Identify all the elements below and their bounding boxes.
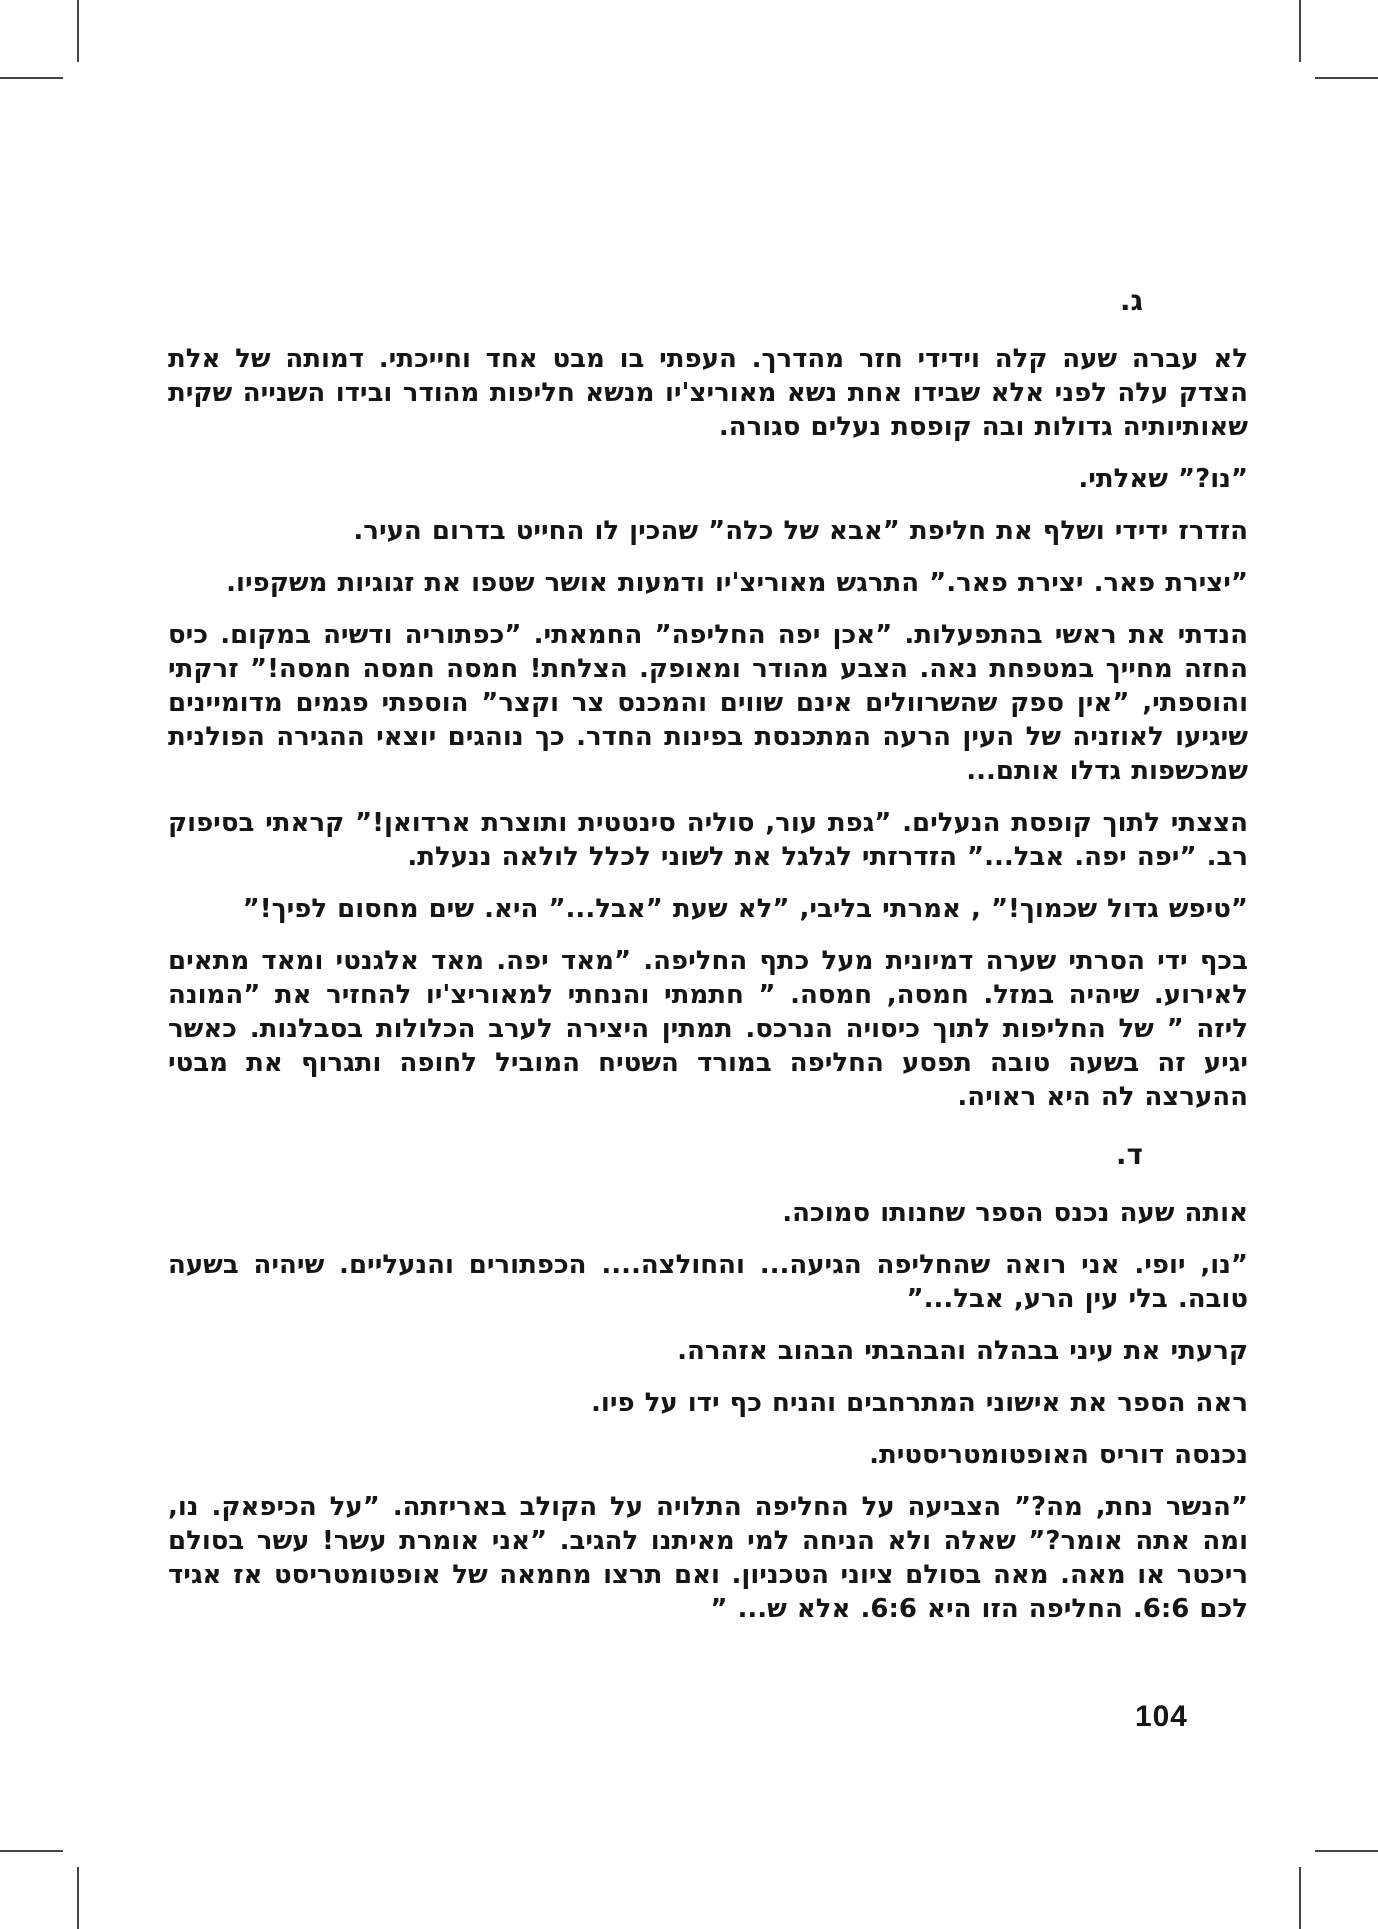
paragraph: נכנסה דוריס האופטומטריסטית. (869, 1440, 1248, 1470)
paragraph: קרעתי את עיני בבהלה והבהבתי הבהוב אזהרה. (677, 1336, 1248, 1366)
crop-mark-top-left-horizontal (0, 77, 63, 79)
crop-mark-bottom-left-vertical (77, 1867, 79, 1929)
page-number: 104 (1134, 1700, 1188, 1733)
paragraph: ראה הספר את אישוני המתרחבים והניח כף ידו על פיו. (591, 1388, 1248, 1418)
crop-mark-top-left-vertical (77, 0, 79, 62)
paragraph: לא עברה שעה קלה וידידי חזר מהדרך. העפתי בו מבט אחד וחייכתי. דמותה של אלת הצדק עלה לפני אלא שבידו אחת נשא מאוריצ'יו מנשא חליפות מהודר ובידו השנייה שקית שאותיותיה גדולות ובה קופסת נעלים סגורה. (168, 344, 1248, 442)
paragraph: הזדרז ידידי ושלף את חליפת ”אבא של כלה” שהכין לו החייט בדרום העיר. (353, 516, 1248, 546)
crop-mark-bottom-left-horizontal (0, 1850, 63, 1852)
paragraph: הצצתי לתוך קופסת הנעלים. ”גפת עור, סוליה סינטטית ותוצרת ארדואן!” קראתי בסיפוק רב. ”יפה יפה. אבל...” הזדרזתי לגלגל את לשוני לכלל לולאה ננעלת. (168, 808, 1248, 872)
crop-mark-top-right-horizontal (1315, 77, 1378, 79)
paragraph: ”יצירת פאר. יצירת פאר.” התרגש מאוריצ'יו ודמעות אושר שטפו את זגוגיות משקפיו. (226, 568, 1248, 598)
section-heading-dalet: ד. (1115, 1138, 1143, 1171)
paragraph: ”נו, יופי. אני רואה שהחליפה הגיעה... והחולצה.... הכפתורים והנעליים. שיהיה בשעה טובה. בלי עין הרע, אבל...” (168, 1250, 1248, 1314)
paragraph: ”טיפש גדול שכמוך!” , אמרתי בליבי, ”לא שעת ”אבל...” היא. שים מחסום לפיך!” (242, 894, 1248, 924)
paragraph: ”נו?” שאלתי. (1078, 464, 1248, 494)
paragraph: הנדתי את ראשי בהתפעלות. ”אכן יפה החליפה” החמאתי. ”כפתוריה ודשיה במקום. כיס החזה מחייך במטפחת נאה. הצבע מהודר ומאופק. הצלחת! חמסה חמסה חמסה!” זרקתי והוספתי, ”אין ספק שהשרוולים אינם שווים והמכנס צר וקצר” הוספתי פגמים מדומיינים שיגיעו לאוזניה של העין הרעה המתכנסת בפינות החדר. כך נוהגים יוצאי ההגירה הפולנית שמכשפות גדלו אותם... (168, 620, 1248, 786)
section-heading-gimel: ג. (1119, 284, 1143, 317)
crop-mark-top-right-vertical (1299, 0, 1301, 62)
paragraph: אותה שעה נכנס הספר שחנותו סמוכה. (782, 1198, 1248, 1228)
paragraph: ”הנשר נחת, מה?” הצביעה על החליפה התלויה על הקולב באריזתה. ”על הכיפאק. נו, ומה אתה אומר?” שאלה ולא הניחה למי מאיתנו להגיב. ”אני אומרת עשר! עשר בסולם ריכטר או מאה. מאה בסולם ציוני הטכניון. ואם תרצו מחמאה של אופטומטריסט אז אגיד לכם 6:6. החליפה הזו היא 6:6. אלא ש... ” (168, 1492, 1248, 1624)
crop-mark-bottom-right-horizontal (1315, 1850, 1378, 1852)
paragraph: בכף ידי הסרתי שערה דמיונית מעל כתף החליפה. ”מאד יפה. מאד אלגנטי ומאד מתאים לאירוע. שיהיה במזל. חמסה, חמסה. ” חתמתי והנחתי למאוריצ'יו להחזיר את ”המונה ליזה ” של החליפות לתוך כיסויה הנרכס. תמתין היצירה לערב הכלולות בסבלנות. כאשר יגיע זה בשעה טובה תפסע החליפה במורד השטיח המוביל לחופה ותגרוף את מבטי ההערצה לה היא ראויה. (168, 946, 1248, 1112)
page-content (168, 284, 1248, 1644)
crop-mark-bottom-right-vertical (1299, 1867, 1301, 1929)
